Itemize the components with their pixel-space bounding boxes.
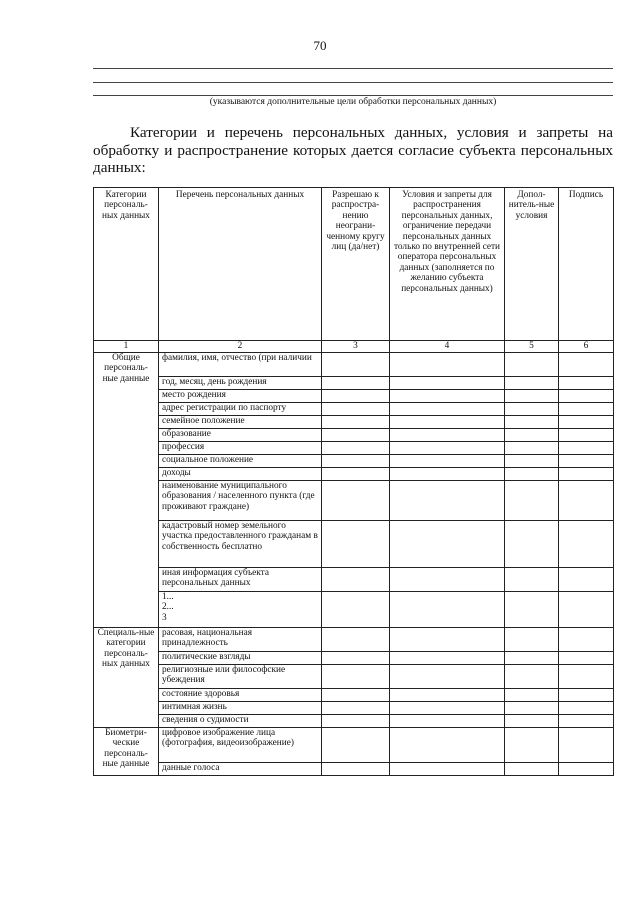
signature-cell (559, 728, 614, 763)
conditions-cell (390, 429, 505, 442)
table-row (94, 763, 614, 776)
data-item-cell: религиозные или философские убеждения (159, 665, 322, 689)
permission-cell (322, 468, 390, 481)
signature-cell (559, 689, 614, 702)
data-item-cell: цифровое изображение лица (фотография, видеоизображение) (159, 728, 322, 763)
permission-cell (322, 416, 390, 429)
category-cell: Биометри-ческие персональ-ные данные (94, 728, 159, 776)
column-number: 5 (505, 341, 559, 353)
conditions-cell (390, 377, 505, 390)
data-item-cell: семейное положение (159, 416, 322, 429)
data-item-cell: фамилия, имя, отчество (при наличии (159, 353, 322, 377)
data-item-cell: данные голоса (159, 763, 322, 776)
divider-line-1 (93, 68, 613, 69)
data-item-cell: образование (159, 429, 322, 442)
table-row (94, 715, 614, 728)
consent-table (93, 187, 614, 776)
table-row (94, 468, 614, 481)
conditions-cell (390, 455, 505, 468)
header-conditions: Условия и запреты для распространения персональных данных, ограничение передачи персональных данных только по внутренней сети оператора персональных данных (заполняется по желанию субъекта персональных данных) (390, 188, 505, 341)
table-row (94, 568, 614, 592)
data-item-cell: состояние здоровья (159, 689, 322, 702)
data-item-cell: иная информация субъекта персональных данных (159, 568, 322, 592)
table-row (94, 429, 614, 442)
conditions-cell (390, 442, 505, 455)
permission-cell (322, 728, 390, 763)
header-additional: Допол-нитель-ные условия (505, 188, 559, 341)
data-item-cell: 1... 2... 3 (159, 592, 322, 628)
conditions-cell (390, 416, 505, 429)
additional-cell (505, 715, 559, 728)
additional-cell (505, 521, 559, 568)
column-number: 6 (559, 341, 614, 353)
data-item-cell: сведения о судимости (159, 715, 322, 728)
header-list: Перечень персональных данных (159, 188, 322, 341)
permission-cell (322, 481, 390, 521)
signature-cell (559, 763, 614, 776)
permission-cell (322, 628, 390, 652)
table-row (94, 628, 614, 652)
conditions-cell (390, 390, 505, 403)
data-item-cell: политические взгляды (159, 652, 322, 665)
section-heading: Категории и перечень персональных данных, условия и запреты на обработку и распространение которых дается согласие субъекта персональных данных: (93, 124, 613, 176)
conditions-cell (390, 592, 505, 628)
divider-line-3 (93, 95, 613, 96)
table-row (94, 592, 614, 628)
data-item-cell: расовая, национальная принадлежность (159, 628, 322, 652)
additional-purposes-caption: (указываются дополнительные цели обработки персональных данных) (209, 97, 497, 107)
signature-cell (559, 521, 614, 568)
permission-cell (322, 377, 390, 390)
data-item-cell: год, месяц, день рождения (159, 377, 322, 390)
signature-cell (559, 568, 614, 592)
signature-cell (559, 353, 614, 377)
permission-cell (322, 429, 390, 442)
table-row (94, 442, 614, 455)
header-row (94, 188, 614, 341)
additional-cell (505, 353, 559, 377)
table-body (94, 353, 614, 776)
table-row (94, 702, 614, 715)
table-row (94, 416, 614, 429)
signature-cell (559, 628, 614, 652)
conditions-cell (390, 665, 505, 689)
additional-cell (505, 592, 559, 628)
table-row (94, 665, 614, 689)
conditions-cell (390, 468, 505, 481)
header-signature: Подпись (559, 188, 614, 341)
permission-cell (322, 455, 390, 468)
permission-cell (322, 568, 390, 592)
additional-cell (505, 628, 559, 652)
conditions-cell (390, 689, 505, 702)
table-row (94, 377, 614, 390)
page-number: 70 (313, 38, 327, 53)
data-item-cell: интимная жизнь (159, 702, 322, 715)
additional-cell (505, 429, 559, 442)
additional-cell (505, 763, 559, 776)
signature-cell (559, 442, 614, 455)
table-row (94, 390, 614, 403)
column-number: 1 (94, 341, 159, 353)
signature-cell (559, 429, 614, 442)
signature-cell (559, 592, 614, 628)
conditions-cell (390, 728, 505, 763)
data-item-cell: социальное положение (159, 455, 322, 468)
data-item-cell: наименование муниципального образования / населенного пункта (где проживают граждане) (159, 481, 322, 521)
data-item-cell: кадастровый номер земельного участка предоставленного гражданам в собственность бесплатно (159, 521, 322, 568)
additional-cell (505, 416, 559, 429)
permission-cell (322, 715, 390, 728)
additional-cell (505, 665, 559, 689)
permission-cell (322, 665, 390, 689)
data-item-cell: доходы (159, 468, 322, 481)
header-permission: Разрешаю к распростра-нению неограни-ченному кругу лиц (да/нет) (322, 188, 390, 341)
conditions-cell (390, 628, 505, 652)
category-cell: Общие персональ-ные данные (94, 353, 159, 628)
table-row (94, 689, 614, 702)
signature-cell (559, 455, 614, 468)
additional-cell (505, 728, 559, 763)
signature-cell (559, 468, 614, 481)
permission-cell (322, 702, 390, 715)
conditions-cell (390, 652, 505, 665)
additional-cell (505, 455, 559, 468)
signature-cell (559, 416, 614, 429)
table-row (94, 403, 614, 416)
signature-cell (559, 481, 614, 521)
additional-cell (505, 652, 559, 665)
table-row (94, 521, 614, 568)
additional-cell (505, 702, 559, 715)
column-number: 2 (159, 341, 322, 353)
permission-cell (322, 689, 390, 702)
signature-cell (559, 377, 614, 390)
conditions-cell (390, 481, 505, 521)
permission-cell (322, 763, 390, 776)
permission-cell (322, 390, 390, 403)
conditions-cell (390, 715, 505, 728)
conditions-cell (390, 568, 505, 592)
permission-cell (322, 592, 390, 628)
additional-cell (505, 403, 559, 416)
table-row (94, 728, 614, 763)
table-row (94, 353, 614, 377)
permission-cell (322, 652, 390, 665)
conditions-cell (390, 763, 505, 776)
table-row (94, 652, 614, 665)
additional-cell (505, 442, 559, 455)
signature-cell (559, 702, 614, 715)
signature-cell (559, 715, 614, 728)
data-item-cell: адрес регистрации по паспорту (159, 403, 322, 416)
conditions-cell (390, 403, 505, 416)
permission-cell (322, 403, 390, 416)
divider-line-2 (93, 82, 613, 83)
permission-cell (322, 353, 390, 377)
column-number: 3 (322, 341, 390, 353)
conditions-cell (390, 353, 505, 377)
data-item-cell: место рождения (159, 390, 322, 403)
data-item-cell: профессия (159, 442, 322, 455)
additional-cell (505, 481, 559, 521)
table-row (94, 455, 614, 468)
additional-cell (505, 377, 559, 390)
conditions-cell (390, 521, 505, 568)
header-categories: Категории персональ-ных данных (94, 188, 159, 341)
permission-cell (322, 442, 390, 455)
category-cell: Специаль-ные категории персональ-ных данных (94, 628, 159, 728)
column-number-row (94, 341, 614, 353)
signature-cell (559, 403, 614, 416)
conditions-cell (390, 702, 505, 715)
permission-cell (322, 521, 390, 568)
signature-cell (559, 665, 614, 689)
additional-cell (505, 568, 559, 592)
additional-cell (505, 390, 559, 403)
signature-cell (559, 652, 614, 665)
table-row (94, 481, 614, 521)
signature-cell (559, 390, 614, 403)
additional-cell (505, 689, 559, 702)
column-number: 4 (390, 341, 505, 353)
additional-cell (505, 468, 559, 481)
